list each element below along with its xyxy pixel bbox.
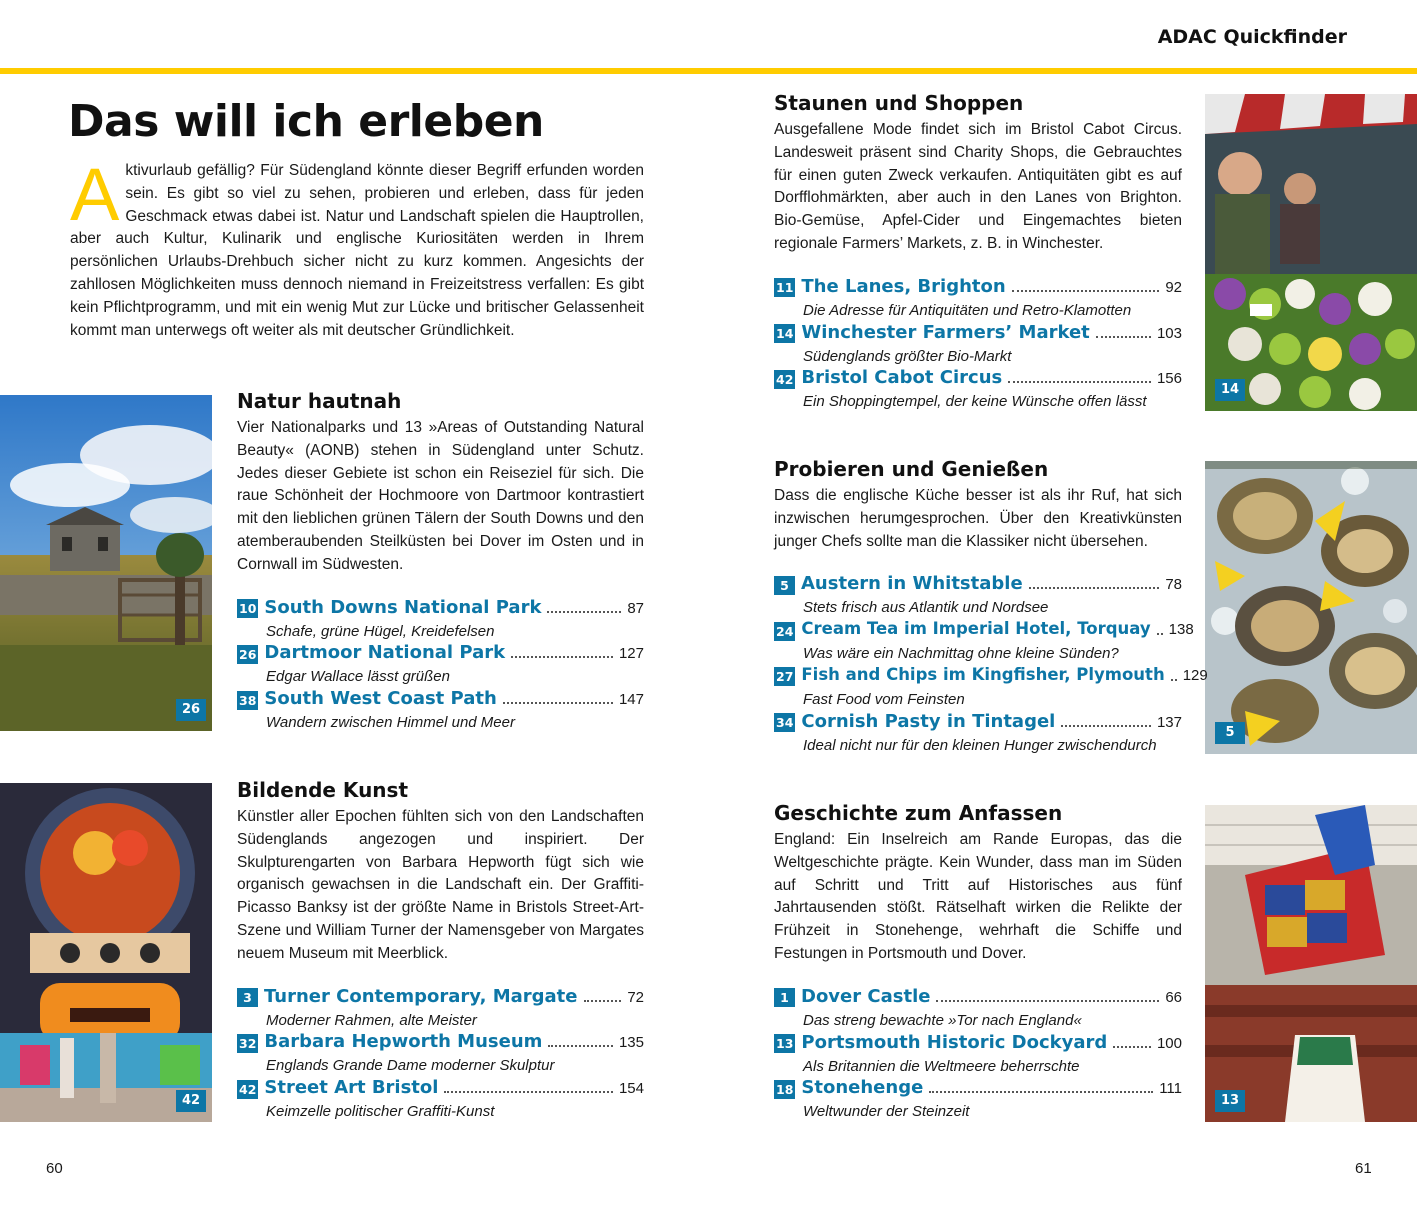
entry-page: 87 bbox=[627, 599, 644, 617]
oysters-photo bbox=[1205, 461, 1417, 754]
dot-leader bbox=[1171, 679, 1177, 681]
entry-number: 11 bbox=[776, 280, 794, 296]
entry-number: 42 bbox=[776, 371, 794, 387]
dot-leader bbox=[511, 656, 613, 658]
entry-link[interactable]: The Lanes, Brighton bbox=[801, 275, 1006, 297]
entry-page: 66 bbox=[1165, 988, 1182, 1006]
entry-link[interactable]: Dover Castle bbox=[801, 985, 931, 1007]
entry-page: 111 bbox=[1159, 1080, 1182, 1098]
entry-item[interactable] bbox=[237, 986, 644, 1032]
section-natur bbox=[237, 387, 644, 734]
entry-page: 137 bbox=[1156, 713, 1182, 731]
intro-paragraph bbox=[70, 153, 644, 342]
dartmoor-photo bbox=[0, 395, 212, 731]
entry-link[interactable]: Austern in Whitstable bbox=[801, 573, 1023, 595]
photo-badge-14: 14 bbox=[1215, 379, 1245, 401]
dot-leader bbox=[1113, 1046, 1151, 1048]
dot-leader bbox=[936, 1000, 1159, 1002]
entry-page: 92 bbox=[1165, 278, 1182, 296]
entry-list bbox=[774, 573, 1208, 756]
entry-number: 27 bbox=[776, 669, 794, 685]
entry-subtitle: Die Adresse für Antiquitäten und Retro-Klamotten bbox=[803, 301, 1132, 319]
quickfinder-label: ADAC Quickfinder bbox=[1157, 26, 1347, 48]
entry-item[interactable] bbox=[774, 664, 1208, 711]
entry-item[interactable] bbox=[774, 573, 1182, 619]
entry-subtitle: Südenglands größter Bio-Markt bbox=[803, 347, 1012, 365]
entry-page: 135 bbox=[618, 1034, 644, 1052]
entry-number: 18 bbox=[776, 1081, 794, 1097]
dot-leader bbox=[1012, 290, 1160, 292]
entry-subtitle: Edgar Wallace lässt grüßen bbox=[266, 668, 450, 686]
entry-page: 147 bbox=[618, 691, 644, 709]
entry-subtitle: Wandern zwischen Himmel und Meer bbox=[266, 714, 515, 732]
section-title: Staunen und Shoppen bbox=[774, 91, 1024, 115]
photo-badge-5: 5 bbox=[1215, 722, 1245, 744]
dot-leader bbox=[929, 1091, 1153, 1093]
section-geschichte bbox=[774, 799, 1182, 1123]
entry-item[interactable] bbox=[237, 1077, 644, 1123]
entry-subtitle: Ein Shoppingtempel, der keine Wünsche offen lässt bbox=[803, 393, 1147, 411]
section-kunst bbox=[237, 776, 644, 1123]
entry-link[interactable]: South Downs National Park bbox=[264, 596, 542, 618]
entry-link[interactable]: Street Art Bristol bbox=[264, 1077, 439, 1099]
drop-cap: A bbox=[70, 153, 120, 236]
entry-subtitle: Moderner Rahmen, alte Meister bbox=[266, 1011, 477, 1029]
entry-item[interactable] bbox=[237, 597, 644, 643]
entry-number: 34 bbox=[776, 715, 794, 731]
entry-number: 42 bbox=[239, 1081, 257, 1097]
entry-page: 72 bbox=[627, 988, 644, 1006]
entry-number: 10 bbox=[239, 601, 257, 617]
entry-link[interactable]: Cornish Pasty in Tintagel bbox=[801, 710, 1056, 732]
section-text: Ausgefallene Mode findet sich im Bristol Cabot Circus. Landesweit präsent sind Charity Shops, die Gebrauchtes für einen guten Zweck verkaufen. Antiquitäten gibt es auf Dorfflohmärkten, aber auch in den Lanes von Brighton. Bio-Gemüse, Apfel-Cider und Eingemachtes bieten regionale Farmers’ Markets, z. B. in Winchester. bbox=[774, 121, 1182, 252]
entry-number: 5 bbox=[774, 576, 795, 595]
section-title: Bildende Kunst bbox=[237, 778, 409, 802]
entry-item[interactable] bbox=[237, 688, 644, 734]
entry-link[interactable]: Winchester Farmers’ Market bbox=[801, 321, 1090, 343]
section-text: Vier Nationalparks und 13 »Areas of Outstanding Natural Beauty« (AONB) stehen in Südengland unter Schutz. Jedes dieser Gebiete ist schon ein Reiseziel für sich. Die raue Schönheit der Hochmoore von Dartmoor kontrastiert mit den lieblichen grünen Tälern der South Downs und den atemberaubenden Steilküsten bei Dover im Osten und in Cornwall im Südwesten. bbox=[237, 419, 644, 573]
photo-badge-26: 26 bbox=[176, 699, 206, 721]
entry-page: 100 bbox=[1156, 1034, 1182, 1052]
dot-leader bbox=[1008, 381, 1151, 383]
dockyard-photo bbox=[1205, 805, 1417, 1122]
entry-item[interactable] bbox=[774, 986, 1182, 1032]
market-photo bbox=[1205, 94, 1417, 411]
entry-subtitle: Keimzelle politischer Graffiti-Kunst bbox=[266, 1103, 495, 1121]
graffiti-photo bbox=[0, 783, 212, 1122]
entry-page: 103 bbox=[1156, 324, 1182, 342]
entry-link[interactable]: South West Coast Path bbox=[264, 688, 497, 710]
entry-number: 13 bbox=[776, 1036, 794, 1052]
entry-number: 3 bbox=[237, 988, 258, 1007]
photo-badge-13: 13 bbox=[1215, 1090, 1245, 1112]
entry-page: 129 bbox=[1182, 666, 1208, 684]
dot-leader bbox=[1029, 587, 1160, 589]
header-rule bbox=[0, 68, 1417, 74]
entry-link[interactable]: Barbara Hepworth Museum bbox=[264, 1031, 543, 1053]
dot-leader bbox=[547, 611, 621, 613]
entry-number: 1 bbox=[774, 988, 795, 1007]
page-number-right: 61 bbox=[1355, 1160, 1372, 1177]
entry-subtitle: Stets frisch aus Atlantik und Nordsee bbox=[803, 599, 1049, 617]
entry-item[interactable] bbox=[774, 1032, 1182, 1078]
entry-item[interactable] bbox=[774, 619, 1194, 665]
entry-number: 26 bbox=[239, 646, 257, 662]
dot-leader bbox=[584, 1000, 622, 1002]
entry-number: 14 bbox=[776, 326, 794, 342]
entry-list bbox=[237, 986, 644, 1123]
entry-link[interactable]: Cream Tea im Imperial Hotel, Torquay bbox=[801, 619, 1151, 639]
entry-item[interactable] bbox=[774, 322, 1182, 368]
entry-subtitle: Englands Grande Dame moderner Skulptur bbox=[266, 1057, 555, 1075]
section-shoppen bbox=[774, 89, 1182, 413]
section-geniessen bbox=[774, 455, 1208, 757]
entry-link[interactable]: Portsmouth Historic Dockyard bbox=[801, 1031, 1108, 1053]
entry-item[interactable] bbox=[774, 711, 1182, 757]
section-text: England: Ein Inselreich am Rande Europas, das die Weltgeschichte prägte. Kein Wunder, dass man im Süden auf Schritt und Tritt auf Historisches aus fünf Jahrtausenden stößt. Rätselhaft wirken die Relikte der Frühzeit in Stonehenge, wehrhaft die Schiffe und Festungen in Portsmouth und Dover. bbox=[774, 831, 1182, 962]
entry-subtitle: Das streng bewachte »Tor nach England« bbox=[803, 1011, 1082, 1029]
photo-badge-42: 42 bbox=[176, 1090, 206, 1112]
entry-item[interactable] bbox=[774, 1077, 1182, 1123]
intro-text: ktivurlaub gefällig? Für Südengland könnte dieser Begriff erfunden worden sein. Es gibt so viel zu sehen, probieren und erleben, dass für jeden Geschmack etwas dabei ist. Natur und Landschaft spielen die Hauptrollen, aber auch Kultur, Kulinarik und englische Kuriositäten werden in Ihrem persönlichen Urlaubs-Drehbuch sicher nicht zu kurz kommen. Angesichts der zahllosen Möglichkeiten muss dennoch niemand in Freizeitstress verfallen: Es gibt kein Pflichtprogramm, und mit ein wenig Mut zur Lücke und britischer Gelassenheit kommt man unterwegs oft weiter als mit deutscher Gründlichkeit. bbox=[70, 162, 644, 339]
section-title: Geschichte zum Anfassen bbox=[774, 801, 1063, 825]
entry-page: 127 bbox=[618, 645, 644, 663]
section-text: Künstler aller Epochen fühlten sich von den Landschaften Südenglands angezogen und inspiriert. Der Skulpturengarten von Barbara Hepworth fügt sich wie organisch gewachsen in die Landschaft ein. Der Graffiti-Picasso Banksy ist der größte Name in Bristols Street-Art-Szene und William Turner der Namensgeber von Margates neuem Museum mit Meerblick. bbox=[237, 808, 644, 962]
entry-link[interactable]: Fish and Chips im Kingfisher, Plymouth bbox=[801, 664, 1165, 684]
entry-link[interactable]: Bristol Cabot Circus bbox=[801, 367, 1003, 389]
page-number-left: 60 bbox=[46, 1160, 63, 1177]
entry-subtitle: Was wäre ein Nachmittag ohne kleine Sünden? bbox=[803, 645, 1119, 663]
dot-leader bbox=[444, 1091, 613, 1093]
entry-subtitle: Als Britannien die Weltmeere beherrschte bbox=[803, 1057, 1080, 1075]
entry-page: 78 bbox=[1165, 576, 1182, 594]
entry-link[interactable]: Dartmoor National Park bbox=[264, 642, 506, 664]
dot-leader bbox=[1061, 725, 1151, 727]
entry-number: 24 bbox=[776, 623, 794, 639]
entry-link[interactable]: Turner Contemporary, Margate bbox=[264, 985, 578, 1007]
page-title: Das will ich erleben bbox=[68, 96, 544, 147]
dot-leader bbox=[1157, 633, 1163, 635]
section-title: Probieren und Genießen bbox=[774, 457, 1049, 481]
entry-item[interactable] bbox=[774, 367, 1182, 413]
entry-number: 38 bbox=[239, 692, 257, 708]
entry-item[interactable] bbox=[237, 642, 644, 688]
entry-link[interactable]: Stonehenge bbox=[801, 1077, 924, 1099]
dot-leader bbox=[1096, 336, 1151, 338]
entry-list bbox=[774, 276, 1182, 413]
entry-subtitle: Ideal nicht nur für den kleinen Hunger zwischendurch bbox=[803, 736, 1157, 754]
entry-subtitle: Schafe, grüne Hügel, Kreidefelsen bbox=[266, 622, 495, 640]
entry-item[interactable] bbox=[237, 1031, 644, 1077]
entry-list bbox=[774, 986, 1182, 1123]
entry-page: 156 bbox=[1156, 370, 1182, 388]
entry-page: 154 bbox=[618, 1080, 644, 1098]
section-text: Dass die englische Küche besser ist als ihr Ruf, hat sich inzwischen herumgesprochen. Über den Kreativkünsten junger Chefs sollte man die Klassiker nicht übersehen. bbox=[774, 487, 1182, 550]
dot-leader bbox=[548, 1045, 613, 1047]
entry-subtitle: Weltwunder der Steinzeit bbox=[803, 1103, 970, 1121]
entry-item[interactable] bbox=[774, 276, 1182, 322]
entry-subtitle: Fast Food vom Feinsten bbox=[803, 690, 965, 708]
entry-page: 138 bbox=[1168, 621, 1194, 639]
entry-number: 32 bbox=[239, 1035, 257, 1051]
entry-list bbox=[237, 597, 644, 734]
section-title: Natur hautnah bbox=[237, 389, 402, 413]
dot-leader bbox=[503, 702, 613, 704]
